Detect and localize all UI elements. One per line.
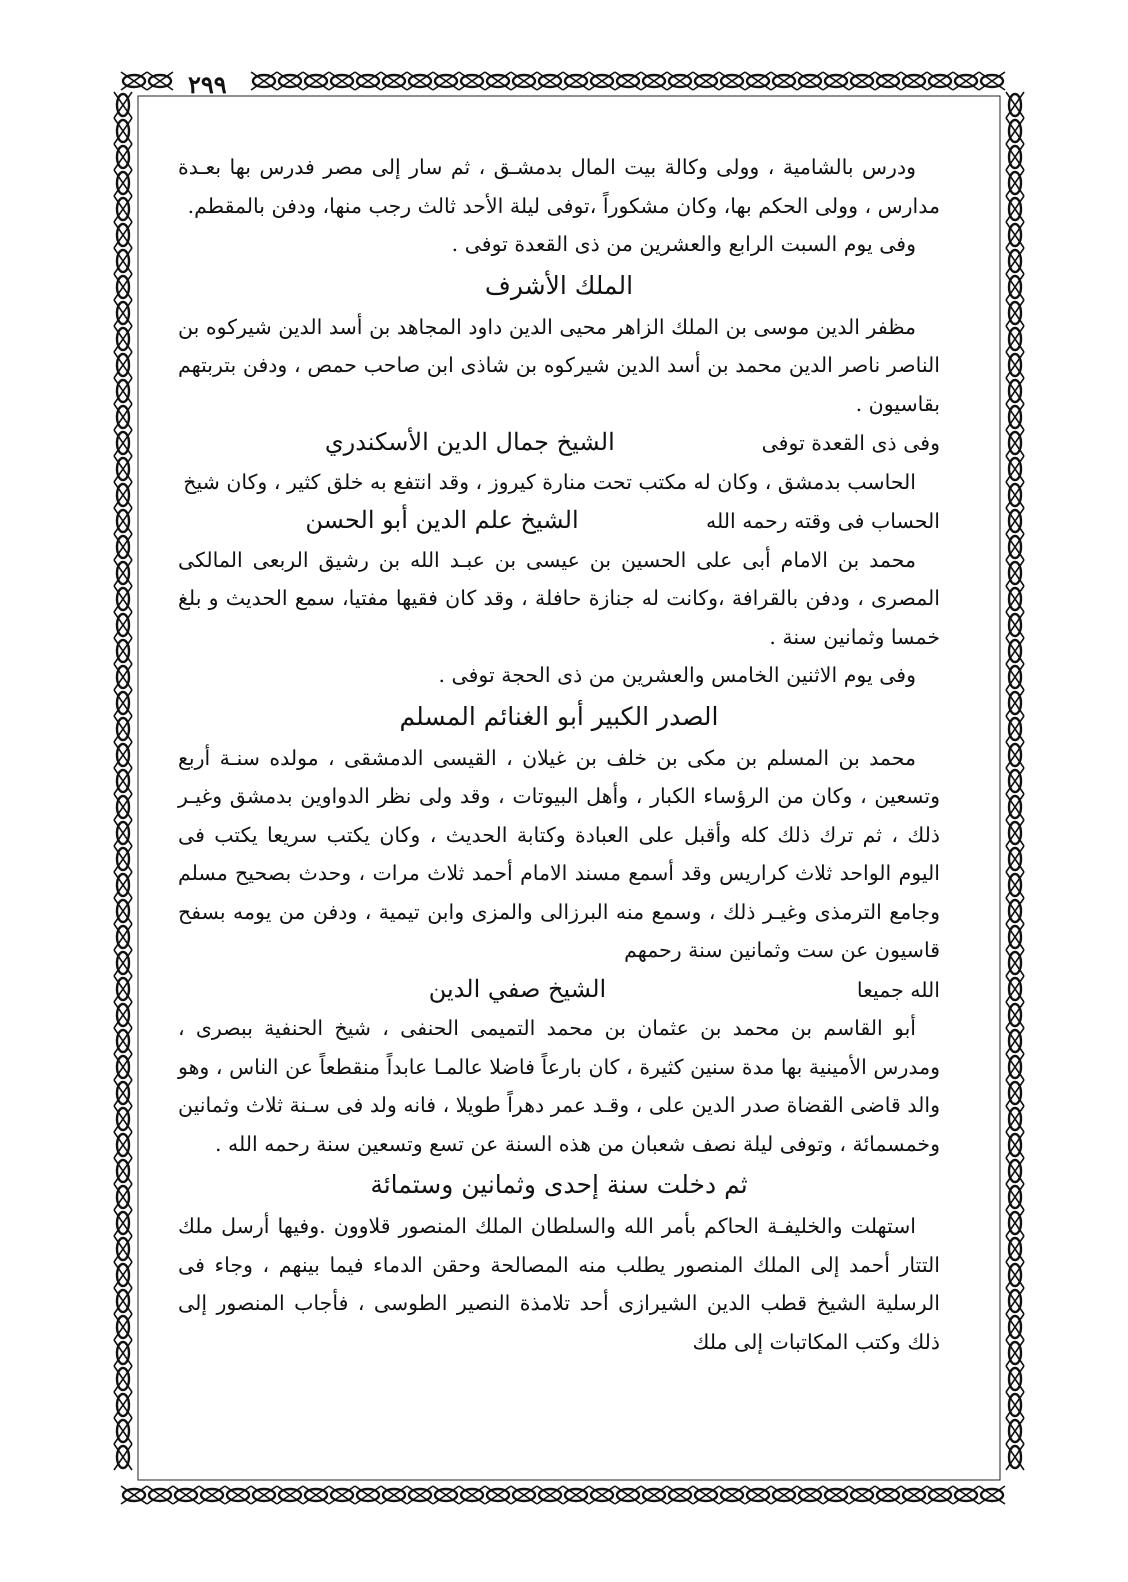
paragraph: محمد بن المسلم بن مكى بن خلف بن غيلان ، القيسى الدمشقى ، مولده سنـة أربع وتسعين ، وكان من الرؤساء الكبار ، وأهل البيوتات ، وقد ولى نظر الدواوين بدمشق وغيـر ذلك ، ثم ترك ذلك كله وأقبل على العبادة وكتابة الحديث ، وكان يكتب سريعا يكتب فى اليوم الواحد ثلاث كراريس وقد أسمع مسند الامام أحمد ثلاث مرات ، وحدث بصحيح مسلم وجامع الترمذى وغيـر ذلك ، وسمع منه البرزالى والمزى وابن تيمية ، ودفن من يومه بسفح قاسيون عن ست وثمانين سنة رحمهم	[178, 745, 940, 962]
chain-link	[1006, 1132, 1024, 1158]
chain-link	[1006, 1366, 1024, 1392]
chain-link	[667, 72, 693, 90]
chain-link	[485, 1486, 511, 1504]
chain-link	[114, 820, 132, 846]
chain-link	[114, 976, 132, 1002]
chain-link	[381, 1486, 407, 1504]
chain-link	[1006, 92, 1024, 118]
chain-link	[355, 1486, 381, 1504]
chain-link	[114, 690, 132, 716]
chain-link	[329, 1486, 355, 1504]
chain-link	[1006, 794, 1024, 820]
chain-link	[1006, 1106, 1024, 1132]
chain-link	[114, 248, 132, 274]
paragraph: وفى يوم السبت الرابع والعشرين من ذى القعدة توفى .	[451, 232, 916, 256]
chain-link	[1006, 1418, 1024, 1444]
chain-link	[1006, 300, 1024, 326]
chain-link	[114, 1444, 132, 1470]
chain-link	[875, 1486, 901, 1504]
chain-link	[114, 768, 132, 794]
chain-link	[225, 1486, 251, 1504]
chain-link	[1006, 586, 1024, 612]
chain-link	[979, 72, 1005, 90]
chain-link	[114, 196, 132, 222]
chain-link	[1006, 534, 1024, 560]
inline-heading-row	[178, 501, 940, 541]
chain-link	[114, 222, 132, 248]
chain-link	[797, 72, 823, 90]
chain-link	[1006, 1340, 1024, 1366]
paragraph-tail: الحساب فى وقته رحمه الله	[706, 509, 940, 533]
chain-link	[114, 1392, 132, 1418]
chain-link	[1006, 820, 1024, 846]
chain-link	[277, 1486, 303, 1504]
chain-link	[1006, 222, 1024, 248]
chain-link	[693, 1486, 719, 1504]
chain-link	[1006, 144, 1024, 170]
chain-link	[1006, 326, 1024, 352]
chain-link	[114, 898, 132, 924]
chain-link	[1006, 1080, 1024, 1106]
inline-heading-row	[178, 423, 940, 463]
chain-link	[511, 72, 537, 90]
chain-link	[114, 92, 132, 118]
chain-link	[121, 72, 147, 90]
chain-link	[114, 456, 132, 482]
chain-link	[114, 1184, 132, 1210]
chain-link	[114, 1418, 132, 1444]
chain-link	[114, 612, 132, 638]
paragraph: مظفر الدين موسى بن الملك الزاهر محيى الدين داود المجاهد بن أسد الدين شيركوه بن الناصر ناصر الدين محمد بن أسد الدين شيركوه بن شاذى ابن صاحب حمص ، ودفن بتربتهم بقاسيون .	[178, 314, 940, 416]
chain-link	[114, 274, 132, 300]
chain-link	[1006, 1314, 1024, 1340]
chain-link	[147, 1486, 173, 1504]
chain-link	[1006, 352, 1024, 378]
chain-link	[1006, 1288, 1024, 1314]
chain-link	[1006, 976, 1024, 1002]
chain-link	[1006, 664, 1024, 690]
chain-link	[147, 72, 173, 90]
inline-heading-row	[178, 970, 940, 1010]
chain-link	[615, 72, 641, 90]
chain-link	[1006, 872, 1024, 898]
chain-link	[303, 72, 329, 90]
paragraph: استهلت والخليفـة الحاكم بأمر الله والسلطان الملك المنصور قلاوون .وفيها أرسل ملك التتار أحمد إلى الملك المنصور يطلب منه المصالحة وحقن الدماء فيما بينهم ، وجاء فى الرسلية الشيخ قطب الدين الشيرازى أحد تلامذة النصير الطوسى ، فأجاب المنصور إلى ذلك وكتب المكاتبات إلى ملك	[178, 1214, 940, 1354]
chain-link	[485, 72, 511, 90]
chain-link	[114, 742, 132, 768]
chain-link	[251, 72, 277, 90]
chain-link	[745, 1486, 771, 1504]
chain-link	[114, 534, 132, 560]
chain-link	[114, 1132, 132, 1158]
chain-link	[1006, 898, 1024, 924]
chain-link	[407, 72, 433, 90]
chain-link	[114, 508, 132, 534]
chain-link	[1006, 768, 1024, 794]
chain-link	[1006, 170, 1024, 196]
chain-link	[114, 716, 132, 742]
chain-link	[114, 586, 132, 612]
chain-link	[459, 72, 485, 90]
chain-link	[1006, 1262, 1024, 1288]
section-heading: الشيخ علم الدين أبو الحسن	[305, 506, 579, 534]
chain-link	[1006, 1444, 1024, 1470]
chain-link	[1006, 638, 1024, 664]
chain-link	[589, 1486, 615, 1504]
chain-link	[199, 1486, 225, 1504]
chain-link	[114, 144, 132, 170]
chain-link	[615, 1486, 641, 1504]
chain-link	[1006, 1158, 1024, 1184]
section-heading: الشيخ صفي الدين	[428, 974, 607, 1003]
chain-link	[927, 1486, 953, 1504]
chain-link	[114, 378, 132, 404]
section-heading: الصدر الكبير أبو الغنائم المسلم	[399, 701, 719, 731]
chain-link	[1006, 1028, 1024, 1054]
chain-link	[114, 170, 132, 196]
chain-link	[641, 1486, 667, 1504]
chain-link	[114, 404, 132, 430]
chain-link	[114, 430, 132, 456]
chain-link	[114, 300, 132, 326]
paragraph: وفى يوم الاثنين الخامس والعشرين من ذى الحجة توفى .	[438, 663, 916, 687]
chain-link	[114, 1236, 132, 1262]
chain-link	[114, 924, 132, 950]
chain-link	[1006, 456, 1024, 482]
chain-link	[719, 1486, 745, 1504]
chain-link	[1006, 404, 1024, 430]
chain-link	[114, 1262, 132, 1288]
chain-link	[745, 72, 771, 90]
chain-link	[797, 1486, 823, 1504]
chain-link	[114, 1002, 132, 1028]
chain-link	[173, 1486, 199, 1504]
chain-link	[114, 1106, 132, 1132]
chain-link	[979, 1486, 1005, 1504]
chain-link	[1006, 846, 1024, 872]
section-heading: الشيخ جمال الدين الأسكندري	[324, 428, 615, 456]
chain-link	[1006, 742, 1024, 768]
chain-link	[771, 72, 797, 90]
chain-link	[114, 872, 132, 898]
chain-link	[849, 72, 875, 90]
paragraph: أبو القاسم بن محمد بن عثمان بن محمد التميمى الحنفى ، شيخ الحنفية ببصرى ، ومدرس الأمينية بها مدة سنين كثيرة ، كان بارعاً فاضلا عالمـا عابداً منقطعاً عن الناس ، وهو والد قاضى القضاة صدر الدين على ، وقـد عمر دهراً طويلا ، فانه ولد فى سـنة ثلاث وثمانين وخمسمائة ، وتوفى ليلة نصف شعبان من هذه السنة عن تسع وتسعين سنة رحمه الله .	[178, 1016, 940, 1156]
chain-link	[1006, 118, 1024, 144]
chain-link	[114, 1158, 132, 1184]
chain-link	[114, 638, 132, 664]
chain-link	[1006, 482, 1024, 508]
chain-link	[953, 72, 979, 90]
chain-link	[1006, 508, 1024, 534]
chain-link	[1006, 950, 1024, 976]
chain-link	[114, 1314, 132, 1340]
chain-link	[114, 846, 132, 872]
chain-link	[114, 560, 132, 586]
chain-link	[1006, 1054, 1024, 1080]
chain-link	[953, 1486, 979, 1504]
chain-link	[114, 1028, 132, 1054]
chain-link	[667, 1486, 693, 1504]
chain-link	[1006, 430, 1024, 456]
chain-link	[693, 72, 719, 90]
chain-link	[1006, 1184, 1024, 1210]
page-number: ٢٩٩	[188, 70, 227, 99]
paragraph-tail: وفى ذى القعدة توفى	[761, 431, 940, 455]
chain-link	[823, 1486, 849, 1504]
chain-link	[433, 1486, 459, 1504]
chain-link	[1006, 274, 1024, 300]
chain-link	[511, 1486, 537, 1504]
page-body	[178, 148, 940, 1361]
chain-link	[927, 72, 953, 90]
chain-link	[381, 72, 407, 90]
chain-link	[433, 72, 459, 90]
chain-link	[114, 950, 132, 976]
chain-link	[1006, 248, 1024, 274]
chain-link	[114, 794, 132, 820]
chain-link	[563, 72, 589, 90]
chain-link	[1006, 560, 1024, 586]
chain-link	[114, 1080, 132, 1106]
chain-link	[114, 1340, 132, 1366]
chain-link	[114, 118, 132, 144]
chain-link	[114, 352, 132, 378]
paragraph: محمد بن الامام أبى على الحسين بن عيسى بن عبـد الله بن رشيق الربعى المالكى المصرى ، ودفن بالقرافة ،وكانت له جنازة حافلة ، وقد كان فقيها مفتيا، سمع الحديث و بلغ خمسا وثمانين سنة .	[178, 547, 940, 649]
chain-link	[901, 1486, 927, 1504]
chain-link	[771, 1486, 797, 1504]
chain-link	[1006, 612, 1024, 638]
chain-link	[121, 1486, 147, 1504]
chain-link	[823, 72, 849, 90]
section-heading: ثم دخلت سنة إحدى وثمانين وستمائة	[370, 1170, 748, 1199]
chain-link	[537, 1486, 563, 1504]
chain-link	[641, 72, 667, 90]
chain-link	[1006, 716, 1024, 742]
chain-link	[1006, 1392, 1024, 1418]
paragraph: الحاسب بدمشق ، وكان له مكتب تحت منارة كيروز ، وقد انتفع به خلق كثير ، وكان شيخ	[183, 469, 916, 494]
chain-link	[114, 482, 132, 508]
chain-link	[1006, 690, 1024, 716]
chain-link	[849, 1486, 875, 1504]
chain-link	[251, 1486, 277, 1504]
chain-link	[303, 1486, 329, 1504]
chain-link	[1006, 1236, 1024, 1262]
chain-link	[1006, 1002, 1024, 1028]
chain-link	[1006, 924, 1024, 950]
chain-link	[114, 1054, 132, 1080]
chain-link	[563, 1486, 589, 1504]
chain-link	[901, 72, 927, 90]
chain-link	[1006, 196, 1024, 222]
chain-link	[114, 664, 132, 690]
chain-link	[355, 72, 381, 90]
chain-link	[114, 1366, 132, 1392]
chain-link	[875, 72, 901, 90]
chain-link	[537, 72, 563, 90]
chain-link	[329, 72, 355, 90]
chain-link	[114, 1210, 132, 1236]
chain-link	[407, 1486, 433, 1504]
chain-link	[459, 1486, 485, 1504]
paragraph-tail: الله جميعا	[856, 977, 940, 1002]
paragraph: ودرس بالشامية ، وولى وكالة بيت المال بدمشـق ، ثم سار إلى مصر فدرس بها بعـدة مدارس ، وولى الحكم بها، وكان مشكوراً ،توفى ليلة الأحد ثالث رجب منها، ودفن بالمقطم.	[178, 155, 940, 218]
chain-link	[589, 72, 615, 90]
chain-link	[1006, 1210, 1024, 1236]
chain-link	[114, 326, 132, 352]
section-heading: الملك الأشرف	[484, 270, 634, 300]
chain-link	[277, 72, 303, 90]
chain-link	[719, 72, 745, 90]
chain-link	[1006, 378, 1024, 404]
chain-link	[114, 1288, 132, 1314]
